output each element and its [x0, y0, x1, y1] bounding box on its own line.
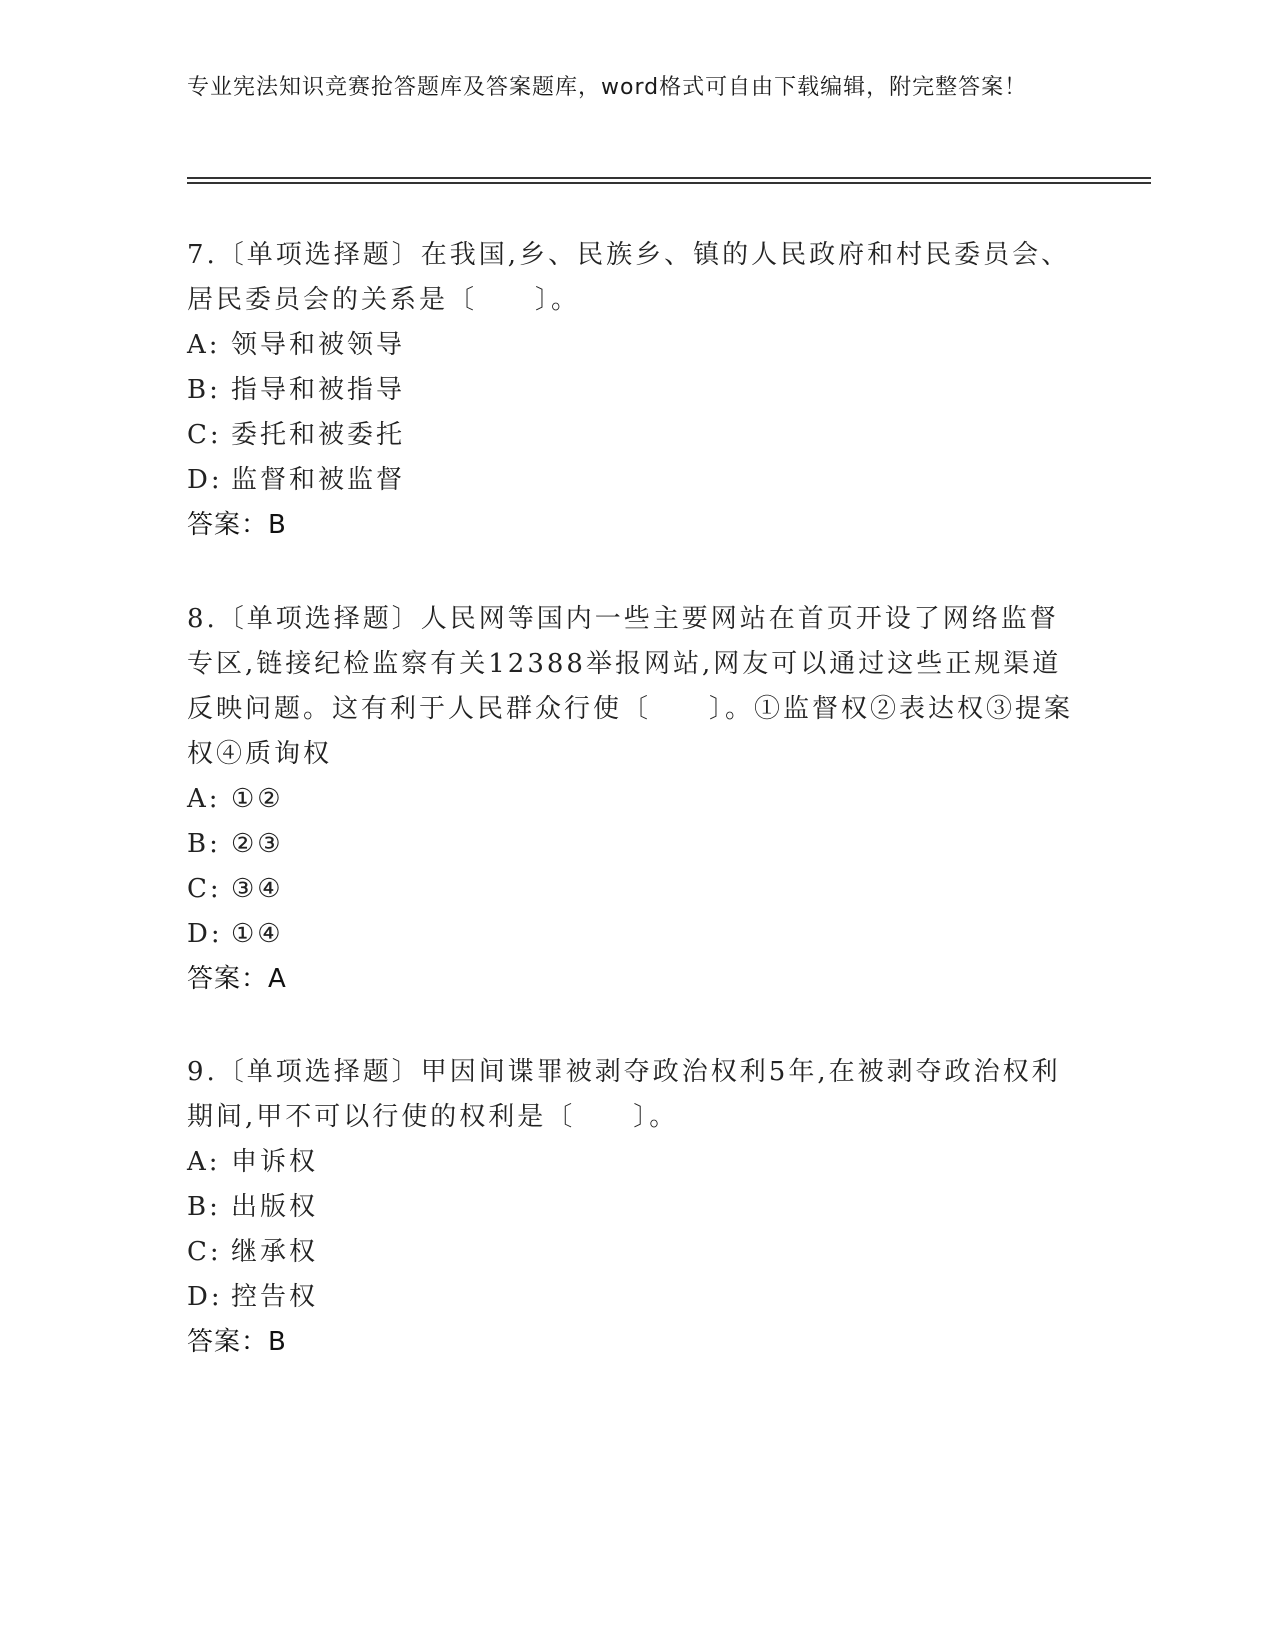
option-letter: C: — [187, 874, 222, 904]
option-letter: D: — [187, 919, 223, 949]
option-text: 委托和被委托 — [231, 420, 406, 450]
option-a — [187, 1140, 1087, 1185]
option-letter: B: — [187, 375, 221, 405]
option-letter: D: — [187, 465, 223, 495]
option-b — [187, 1185, 1087, 1230]
option-letter: A: — [187, 784, 221, 814]
option-d — [187, 1275, 1087, 1320]
option-text: 出版权 — [231, 1192, 319, 1222]
option-c — [187, 413, 1087, 458]
option-text: 申诉权 — [231, 1147, 319, 1177]
option-text: ①② — [231, 784, 284, 814]
question-text: 9.〔单项选择题〕甲因间谍罪被剥夺政治权利5年,在被剥夺政治权利期间,甲不可以行使的权利是〔 〕。 — [187, 1057, 1061, 1132]
option-letter: C: — [187, 1237, 222, 1267]
option-a — [187, 323, 1087, 368]
question-text: 7.〔单项选择题〕在我国,乡、民族乡、镇的人民政府和村民委员会、居民委员会的关系是〔 〕。 — [187, 240, 1071, 315]
option-text: 继承权 — [231, 1237, 319, 1267]
option-text: 指导和被指导 — [231, 375, 406, 405]
document-header: 专业宪法知识竞赛抢答题库及答案题库，word格式可自由下载编辑，附完整答案！ — [187, 75, 1028, 100]
option-d — [187, 912, 1087, 957]
question-8 — [187, 597, 1087, 1002]
option-b — [187, 368, 1087, 413]
option-text: ②③ — [231, 829, 284, 859]
option-text: ①④ — [231, 919, 284, 949]
option-letter: B: — [187, 1192, 221, 1222]
option-text: 监督和被监督 — [231, 465, 406, 495]
option-letter: B: — [187, 829, 221, 859]
option-a — [187, 777, 1087, 822]
header-divider-top — [187, 177, 1151, 179]
header-divider-bottom — [187, 182, 1151, 184]
option-d — [187, 458, 1087, 503]
question-7 — [187, 233, 1087, 548]
option-text: 控告权 — [231, 1282, 319, 1312]
option-c — [187, 867, 1087, 912]
option-letter: A: — [187, 330, 221, 360]
question-text: 8.〔单项选择题〕人民网等国内一些主要网站在首页开设了网络监督专区,链接纪检监察有关12388举报网站,网友可以通过这些正规渠道反映问题。这有利于人民群众行使〔 〕。①监督权②表达权③提案权④质询权 — [187, 604, 1074, 769]
answer-line: 答案：A — [187, 964, 287, 994]
option-text: 领导和被领导 — [231, 330, 406, 360]
option-b — [187, 822, 1087, 867]
option-letter: D: — [187, 1282, 223, 1312]
option-letter: C: — [187, 420, 222, 450]
option-text: ③④ — [231, 874, 284, 904]
answer-line: 答案：B — [187, 1327, 287, 1357]
option-c — [187, 1230, 1087, 1275]
answer-line: 答案：B — [187, 510, 287, 540]
question-9 — [187, 1050, 1087, 1365]
option-letter: A: — [187, 1147, 221, 1177]
